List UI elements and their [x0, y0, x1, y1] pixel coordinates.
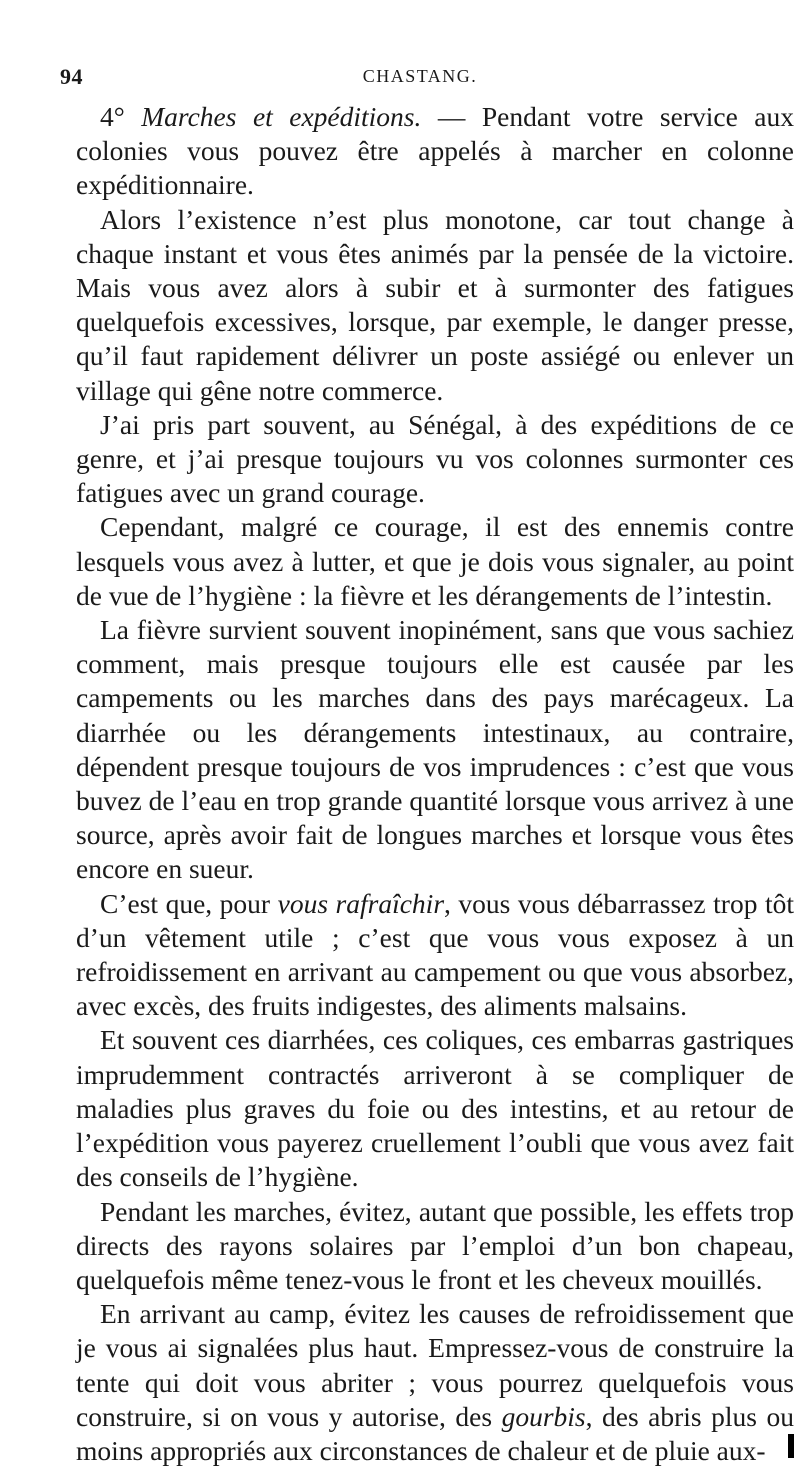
paragraph	[76, 1297, 794, 1468]
paragraph-text: C’est que, pour	[100, 887, 278, 919]
section-number: 4°	[100, 101, 125, 132]
paragraph-text: , vous vous débarrassez trop tôt d’un vêtement utile ; c’est que vous vous exposez à un refroidissement en arrivant au campement ou que vous absorbez, avec excès, des fruits indigestes, des aliments malsains.	[76, 887, 795, 1022]
paragraph: Alors l’existence n’est plus monotone, car tout change à chaque instant et vous êtes animés par la pensée de la victoire. Mais vous avez alors à subir et à surmonter des fatigues quelquefois excessives, lorsque, par exemple, le danger presse, qu’il faut rapidement délivrer un poste assiégé ou enlever un village qui gêne notre commerce.	[76, 203, 794, 406]
paragraph-text: En arrivant au camp, évitez les causes de refroidissement que je vous ai signalées plus haut. Empressez-vous de construire la tente qui doit vous abriter ; vous pourrez quelquefois vous construire, si on vous y autorise, des	[76, 1298, 794, 1432]
paragraph	[76, 887, 794, 1024]
paragraph: La fièvre survient souvent inopinément, sans que vous sachiez comment, mais presque toujours elle est causée par les campements ou les marches dans des pays marécageux. La diarrhée ou les dérangements intestinaux, au contraire, dépendent presque toujours de vos imprudences : c’est que vous buvez de l’eau en trop grande quantité lorsque vous arrivez à une source, après avoir fait de longues marches et lorsque vous êtes encore en sueur.	[76, 614, 794, 885]
page-number: 94	[60, 64, 83, 89]
paragraph-text: — Pendant votre service aux colonies vous pouvez être appelés à marcher en colonne expéditionnaire.	[76, 101, 794, 201]
page-header	[60, 64, 760, 94]
paragraph: Et souvent ces diarrhées, ces coliques, ces embarras gastriques imprudemment contractés arriveront à se compliquer de maladies plus graves du foie ou des intestins, et au retour de l’expédition vous payerez cruellement l’oubli que vous avez fait des conseils de l’hygiène.	[76, 1024, 794, 1193]
scan-edge-mark	[788, 1434, 794, 1458]
body-text	[76, 100, 794, 1468]
paragraph: J’ai pris part souvent, au Sénégal, à des expéditions de ce genre, et j’ai presque toujours vu vos colonnes surmonter ces fatigues avec un grand courage.	[76, 408, 794, 509]
italic-phrase: vous rafraîchir	[277, 887, 445, 919]
paragraph-marches-et-expeditions	[76, 100, 794, 203]
italic-word: gourbis	[501, 1400, 586, 1432]
paragraph: Cependant, malgré ce courage, il est des ennemis contre lesquels vous avez à lutter, et que je dois vous signaler, au point de vue de l’hygiène : la fièvre et les dérangements de l’intestin.	[76, 511, 794, 611]
paragraph: Pendant les marches, évitez, autant que possible, les effets trop directs des rayons solaires par l’emploi d’un bon chapeau, quelquefois même tenez-vous le front et les cheveux mouillés.	[76, 1195, 794, 1295]
running-head: CHASTANG.	[362, 66, 478, 86]
section-title: Marches et expéditions.	[141, 101, 422, 132]
paragraph-text: , des abris plus ou moins appropriés aux circonstances de chaleur et de pluie aux-	[76, 1400, 794, 1466]
